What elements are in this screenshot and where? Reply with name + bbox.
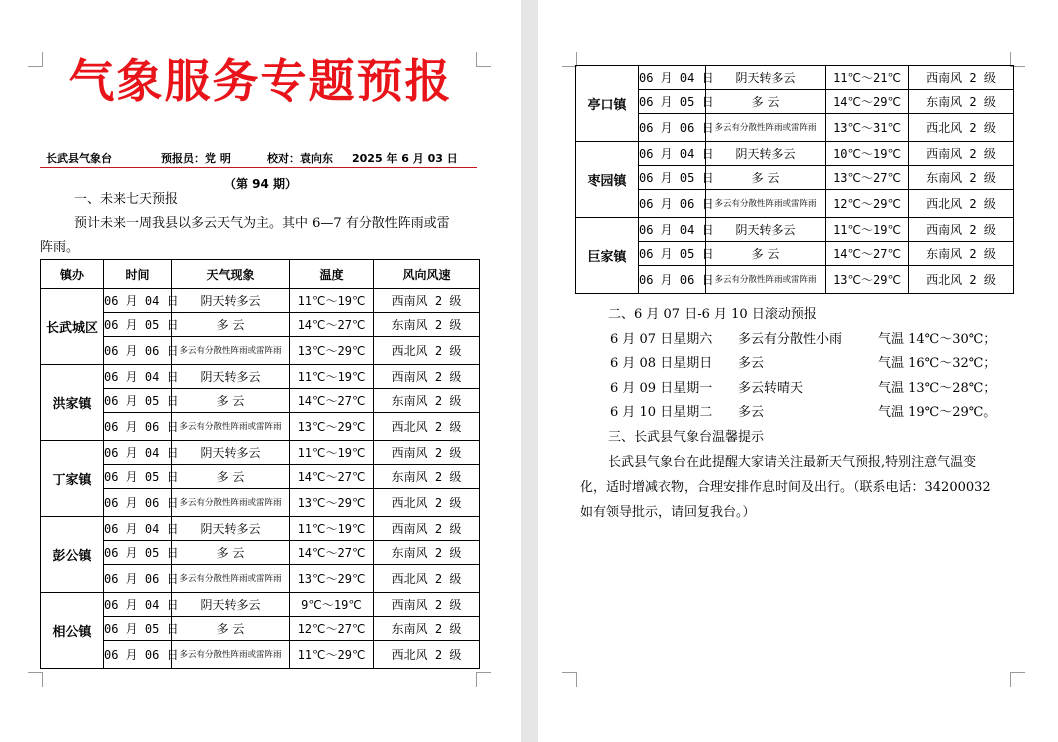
margin-corner-mark <box>1010 672 1025 687</box>
town-name: 巨家镇 <box>576 218 639 294</box>
weather-cell: 多云有分散性阵雨或雷阵雨 <box>706 114 826 142</box>
date-cell: 06 月 05 日 <box>639 90 706 114</box>
wind-cell: 西南风 2 级 <box>909 142 1014 166</box>
date-cell: 06 月 04 日 <box>104 441 172 465</box>
weather-cell: 阴天转多云 <box>706 142 826 166</box>
weather-cell: 阴天转多云 <box>172 593 290 617</box>
header-info-line <box>46 150 466 166</box>
date-cell: 06 月 05 日 <box>104 313 172 337</box>
reminder-line: 如有领导批示，请回复我台。） <box>580 505 756 520</box>
table-row <box>41 441 480 465</box>
table-row <box>41 389 480 413</box>
date-cell: 06 月 04 日 <box>639 218 706 242</box>
weather-cell: 阴天转多云 <box>172 365 290 389</box>
rolling-temp: 气温 19℃～29℃。 <box>878 405 997 420</box>
wind-cell: 东南风 2 级 <box>374 465 480 489</box>
town-name: 相公镇 <box>41 593 104 669</box>
date-cell: 06 月 06 日 <box>639 266 706 294</box>
weather-cell: 多 云 <box>172 617 290 641</box>
header-red-rule <box>40 167 477 168</box>
column-header: 天气现象 <box>172 260 290 289</box>
wind-cell: 西北风 2 级 <box>374 337 480 365</box>
column-header: 风向风速 <box>374 260 480 289</box>
weather-cell: 阴天转多云 <box>706 218 826 242</box>
column-header: 时间 <box>104 260 172 289</box>
weather-cell: 多 云 <box>706 90 826 114</box>
wind-cell: 西南风 2 级 <box>909 66 1014 90</box>
table-row <box>576 218 1014 242</box>
wind-cell: 西南风 2 级 <box>374 365 480 389</box>
temperature-cell: 13℃～31℃ <box>826 114 909 142</box>
weather-cell: 多云有分散性阵雨或雷阵雨 <box>172 413 290 441</box>
weather-cell: 多 云 <box>172 541 290 565</box>
temperature-cell: 14℃～27℃ <box>290 313 374 337</box>
document-page-1 <box>0 0 521 742</box>
temperature-cell: 11℃～19℃ <box>290 365 374 389</box>
date-cell: 06 月 05 日 <box>104 541 172 565</box>
weather-cell: 多云有分散性阵雨或雷阵雨 <box>172 565 290 593</box>
wind-cell: 西南风 2 级 <box>374 289 480 313</box>
temperature-cell: 13℃～29℃ <box>290 489 374 517</box>
temperature-cell: 9℃～19℃ <box>290 593 374 617</box>
town-name: 亭口镇 <box>576 66 639 142</box>
margin-corner-mark <box>562 672 577 687</box>
weather-cell: 阴天转多云 <box>706 66 826 90</box>
weather-cell: 多云有分散性阵雨或雷阵雨 <box>172 337 290 365</box>
town-group <box>41 289 480 365</box>
rolling-temp: 气温 13℃～28℃； <box>878 381 997 396</box>
date-cell: 06 月 06 日 <box>104 565 172 593</box>
town-name: 彭公镇 <box>41 517 104 593</box>
date-cell: 06 月 06 日 <box>639 114 706 142</box>
table-row <box>41 313 480 337</box>
date-cell: 06 月 05 日 <box>639 242 706 266</box>
weather-cell: 阴天转多云 <box>172 517 290 541</box>
weather-cell: 多 云 <box>706 166 826 190</box>
rolling-weather: 多云 <box>738 405 765 420</box>
town-group <box>576 218 1014 294</box>
temperature-cell: 11℃～19℃ <box>290 289 374 313</box>
reminder-line: 化，适时增减衣物，合理安排作息时间及出行。（联系电话：34200032 <box>580 480 991 495</box>
town-group <box>41 441 480 517</box>
issue-date: 2025 年 6 月 03 日 <box>352 152 458 165</box>
wind-cell: 西南风 2 级 <box>374 517 480 541</box>
town-group <box>576 66 1014 142</box>
table-row <box>41 593 480 617</box>
table-row <box>576 166 1014 190</box>
date-cell: 06 月 06 日 <box>104 641 172 669</box>
temperature-cell: 14℃～27℃ <box>826 242 909 266</box>
column-header: 温度 <box>290 260 374 289</box>
table-row <box>41 641 480 669</box>
table-row <box>41 565 480 593</box>
date-cell: 06 月 04 日 <box>104 517 172 541</box>
wind-cell: 西南风 2 级 <box>374 441 480 465</box>
table-row <box>41 541 480 565</box>
wind-cell: 东南风 2 级 <box>909 242 1014 266</box>
wind-cell: 东南风 2 级 <box>374 617 480 641</box>
table-header-row <box>41 260 480 289</box>
table-row <box>41 413 480 441</box>
margin-corner-mark <box>28 672 43 687</box>
rolling-weather: 多云转晴天 <box>738 381 804 396</box>
forecast-table <box>40 259 480 669</box>
weather-cell: 阴天转多云 <box>172 289 290 313</box>
weather-cell: 多 云 <box>706 242 826 266</box>
section-heading: 一、未来七天预报 <box>74 192 179 207</box>
temperature-cell: 11℃～21℃ <box>826 66 909 90</box>
date-cell: 06 月 04 日 <box>639 66 706 90</box>
temperature-cell: 11℃～19℃ <box>290 517 374 541</box>
rolling-weather: 多云 <box>738 356 765 371</box>
town-name: 长武城区 <box>41 289 104 365</box>
temperature-cell: 13℃～29℃ <box>826 266 909 294</box>
town-group <box>41 593 480 669</box>
weather-cell: 多云有分散性阵雨或雷阵雨 <box>172 489 290 517</box>
town-name: 洪家镇 <box>41 365 104 441</box>
weather-cell: 多 云 <box>172 465 290 489</box>
rolling-day: 6 月 09 日星期一 <box>610 381 713 396</box>
temperature-cell: 11℃～19℃ <box>290 441 374 465</box>
temperature-cell: 12℃～29℃ <box>826 190 909 218</box>
date-cell: 06 月 05 日 <box>104 465 172 489</box>
date-cell: 06 月 04 日 <box>104 593 172 617</box>
rolling-temp: 气温 16℃～32℃； <box>878 356 997 371</box>
column-header: 镇办 <box>41 260 104 289</box>
date-cell: 06 月 05 日 <box>639 166 706 190</box>
table-row <box>41 489 480 517</box>
wind-cell: 西北风 2 级 <box>909 190 1014 218</box>
temperature-cell: 14℃～27℃ <box>290 541 374 565</box>
temperature-cell: 13℃～29℃ <box>290 337 374 365</box>
reviewer: 校对：袁向东 <box>267 152 333 165</box>
forecast-table-continued <box>575 65 1014 294</box>
wind-cell: 西北风 2 级 <box>909 114 1014 142</box>
town-group <box>576 142 1014 218</box>
weather-cell: 多云有分散性阵雨或雷阵雨 <box>706 266 826 294</box>
document-title: 气象服务专题预报 <box>68 54 453 108</box>
forecast-paragraph-line: 预计未来一周我县以多云天气为主。其中 6—7 有分散性阵雨或雷 <box>74 216 450 231</box>
table-row <box>41 517 480 541</box>
table-row <box>576 66 1014 90</box>
wind-cell: 西北风 2 级 <box>374 641 480 669</box>
wind-cell: 西北风 2 级 <box>374 489 480 517</box>
rolling-day: 6 月 08 日星期日 <box>610 356 713 371</box>
reminder-line: 长武县气象台在此提醒大家请关注最新天气预报,特别注意气温变 <box>608 455 977 470</box>
wind-cell: 东南风 2 级 <box>374 313 480 337</box>
date-cell: 06 月 04 日 <box>639 142 706 166</box>
wind-cell: 西北风 2 级 <box>374 565 480 593</box>
weather-cell: 多云有分散性阵雨或雷阵雨 <box>172 641 290 669</box>
date-cell: 06 月 06 日 <box>639 190 706 218</box>
weather-cell: 阴天转多云 <box>172 441 290 465</box>
date-cell: 06 月 06 日 <box>104 337 172 365</box>
table-row <box>41 465 480 489</box>
rolling-day: 6 月 10 日星期二 <box>610 405 713 420</box>
date-cell: 06 月 06 日 <box>104 489 172 517</box>
wind-cell: 西北风 2 级 <box>374 413 480 441</box>
issue-number: （第 94 期） <box>223 177 298 191</box>
station-name: 长武县气象台 <box>46 152 112 165</box>
table-row <box>576 266 1014 294</box>
date-cell: 06 月 04 日 <box>104 365 172 389</box>
town-name: 枣园镇 <box>576 142 639 218</box>
weather-cell: 多 云 <box>172 313 290 337</box>
table-row <box>576 142 1014 166</box>
table-row <box>41 337 480 365</box>
town-group <box>41 517 480 593</box>
margin-corner-mark <box>476 672 491 687</box>
town-group <box>41 365 480 441</box>
town-name: 丁家镇 <box>41 441 104 517</box>
table-row <box>576 114 1014 142</box>
table-row <box>576 242 1014 266</box>
table-row <box>41 617 480 641</box>
wind-cell: 西北风 2 级 <box>909 266 1014 294</box>
date-cell: 06 月 06 日 <box>104 413 172 441</box>
date-cell: 06 月 05 日 <box>104 617 172 641</box>
temperature-cell: 13℃～29℃ <box>290 565 374 593</box>
rolling-temp: 气温 14℃～30℃； <box>878 332 997 347</box>
forecaster: 预报员：党 明 <box>161 152 231 165</box>
section-heading: 二、6 月 07 日-6 月 10 日滚动预报 <box>608 307 817 322</box>
temperature-cell: 14℃～27℃ <box>290 389 374 413</box>
table-row <box>576 90 1014 114</box>
forecast-paragraph-line: 阵雨。 <box>40 240 80 255</box>
temperature-cell: 13℃～27℃ <box>826 166 909 190</box>
weather-cell: 多云有分散性阵雨或雷阵雨 <box>706 190 826 218</box>
date-cell: 06 月 04 日 <box>104 289 172 313</box>
date-cell: 06 月 05 日 <box>104 389 172 413</box>
table-row <box>576 190 1014 218</box>
weather-cell: 多 云 <box>172 389 290 413</box>
temperature-cell: 11℃～29℃ <box>290 641 374 669</box>
wind-cell: 东南风 2 级 <box>909 166 1014 190</box>
temperature-cell: 13℃～29℃ <box>290 413 374 441</box>
section-heading: 三、长武县气象台温馨提示 <box>608 430 765 445</box>
temperature-cell: 11℃～19℃ <box>826 218 909 242</box>
wind-cell: 东南风 2 级 <box>909 90 1014 114</box>
temperature-cell: 10℃～19℃ <box>826 142 909 166</box>
wind-cell: 西南风 2 级 <box>374 593 480 617</box>
temperature-cell: 14℃～29℃ <box>826 90 909 114</box>
wind-cell: 东南风 2 级 <box>374 541 480 565</box>
rolling-weather: 多云有分散性小雨 <box>738 332 843 347</box>
document-page-2 <box>538 0 1058 742</box>
rolling-day: 6 月 07 日星期六 <box>610 332 713 347</box>
table-row <box>41 289 480 313</box>
wind-cell: 西南风 2 级 <box>909 218 1014 242</box>
table-row <box>41 365 480 389</box>
temperature-cell: 12℃～27℃ <box>290 617 374 641</box>
temperature-cell: 14℃～27℃ <box>290 465 374 489</box>
wind-cell: 东南风 2 级 <box>374 389 480 413</box>
